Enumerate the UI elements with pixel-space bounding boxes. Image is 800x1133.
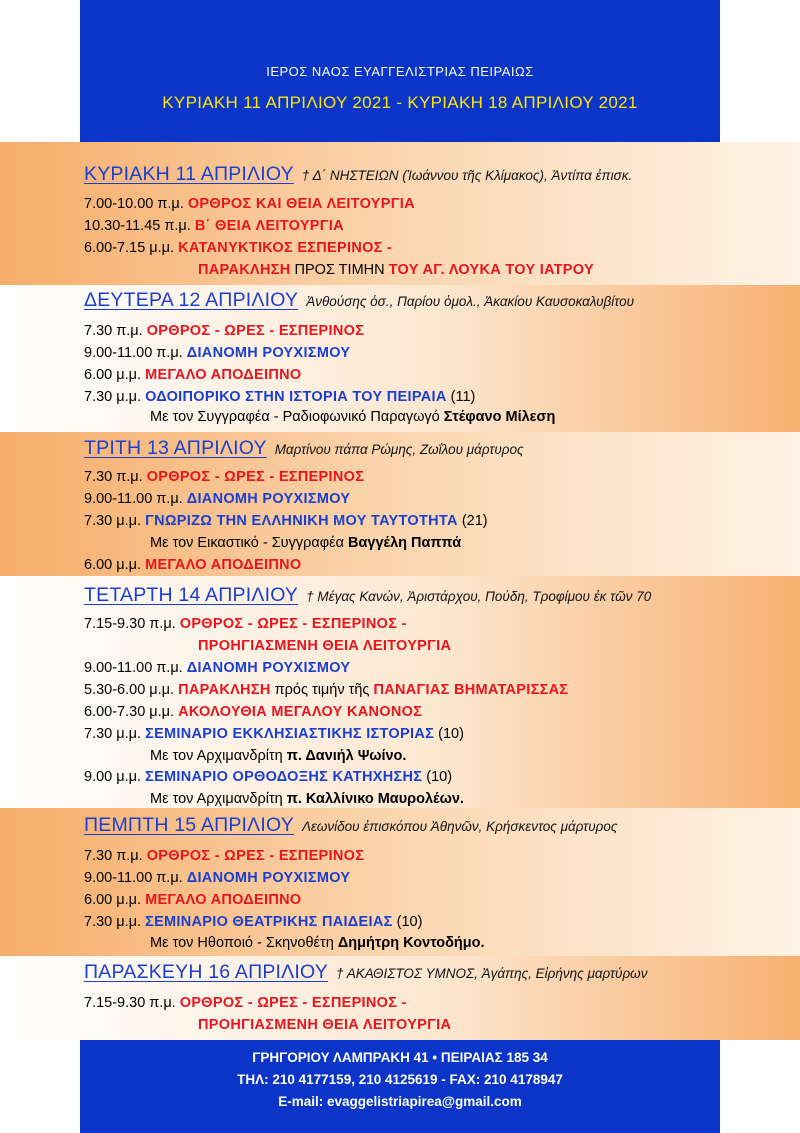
event-time: 7.30 μ.μ. bbox=[84, 389, 142, 405]
schedule-item bbox=[84, 995, 407, 1011]
event-time: 7.30 π.μ. bbox=[84, 323, 143, 339]
day-header bbox=[84, 163, 632, 187]
schedule-item bbox=[84, 367, 301, 383]
speaker-role: Με τον Εικαστικό - Συγγραφέα bbox=[150, 535, 349, 551]
day-header bbox=[84, 437, 524, 461]
schedule-item bbox=[84, 469, 364, 485]
event-name: ΠΡΟΗΓΙΑΣΜΕΝΗ ΘΕΙΑ ΛΕΙΤΟΥΡΓΙΑ bbox=[198, 638, 452, 654]
speaker-name: π. Δανιήλ Ψωίνο. bbox=[286, 748, 407, 764]
event-time: 9.00-11.00 π.μ. bbox=[84, 491, 183, 507]
event-name: ΠΑΝΑΓΙΑΣ ΒΗΜΑΤΑΡΙΣΣΑΣ bbox=[373, 682, 569, 698]
schedule-item bbox=[84, 345, 350, 361]
event-time: 6.00 μ.μ. bbox=[84, 892, 142, 908]
schedule-item bbox=[84, 389, 475, 405]
day-saints: Μαρτίνου πάπα Ρώμης, Ζωΐλου μάρτυρος bbox=[274, 442, 524, 457]
speaker-name: π. Καλλίνικο Μαυρολέων. bbox=[286, 791, 464, 807]
event-time: 5.30-6.00 μ.μ. bbox=[84, 682, 175, 698]
day-header bbox=[84, 961, 647, 985]
event-name: ΓΝΩΡΙΖΩ ΤΗΝ ΕΛΛΗΝΙΚΗ ΜΟΥ ΤΑΥΤΟΤΗΤΑ bbox=[145, 513, 458, 529]
header-box bbox=[80, 0, 720, 142]
event-name: ΜΕΓΑΛΟ ΑΠΟΔΕΙΠΝΟ bbox=[145, 557, 302, 573]
schedule-item bbox=[84, 323, 364, 339]
event-name: ΔΙΑΝΟΜΗ ΡΟΥΧΙΣΜΟΥ bbox=[186, 491, 351, 507]
schedule-item bbox=[84, 240, 392, 256]
schedule-item bbox=[84, 914, 422, 930]
event-name: ΣΕΜΙΝΑΡΙΟ ΕΚΚΛΗΣΙΑΣΤΙΚΗΣ ΙΣΤΟΡΙΑΣ bbox=[145, 726, 435, 742]
event-continuation bbox=[198, 262, 594, 278]
event-name: ΑΚΟΛΟΥΘΙΑ ΜΕΓΑΛΟΥ ΚΑΝΟΝΟΣ bbox=[178, 704, 423, 720]
event-time: 6.00-7.15 μ.μ. bbox=[84, 240, 175, 256]
event-time: 7.15-9.30 π.μ. bbox=[84, 995, 176, 1011]
event-time: 7.30 π.μ. bbox=[84, 469, 143, 485]
episode-number: (10) bbox=[426, 769, 453, 785]
schedule-item bbox=[84, 513, 488, 529]
schedule-item bbox=[84, 726, 464, 742]
event-continuation bbox=[198, 638, 451, 654]
event-time: 6.00 μ.μ. bbox=[84, 367, 142, 383]
speaker-role: Με τον Συγγραφέα - Ραδιοφωνικό Παραγωγό bbox=[150, 409, 444, 425]
period-title: ΚΥΡΙΑΚΗ 11 ΑΠΡΙΛΙΟΥ 2021 - ΚΥΡΙΑΚΗ 18 ΑΠΡΙΛΙΟΥ 2021 bbox=[162, 93, 638, 112]
day-saints: Λεωνίδου ἐπισκόπου Ἀθηνῶν, Κρήσκεντος μάρτυρος bbox=[301, 819, 618, 834]
event-name: ΣΕΜΙΝΑΡΙΟ ΘΕΑΤΡΙΚΗΣ ΠΑΙΔΕΙΑΣ bbox=[145, 914, 393, 930]
schedule-item bbox=[84, 660, 350, 676]
event-name: ΟΡΘΡΟΣ - ΩΡΕΣ - ΕΣΠΕΡΙΝΟΣ bbox=[146, 469, 365, 485]
speaker-line bbox=[150, 748, 406, 764]
episode-number: (11) bbox=[450, 389, 476, 405]
day-saints: Ἀνθούσης ὁσ., Παρίου ὁμολ., Ἀκακίου Καυσοκαλυβίτου bbox=[306, 294, 635, 309]
event-name: ΟΡΘΡΟΣ ΚΑΙ ΘΕΙΑ ΛΕΙΤΟΥΡΓΙΑ bbox=[187, 196, 415, 212]
event-name: ΣΕΜΙΝΑΡΙΟ ΟΡΘΟΔΟΞΗΣ ΚΑΤΗΧΗΣΗΣ bbox=[145, 769, 423, 785]
speaker-name: Βαγγέλη Παππά bbox=[348, 535, 462, 551]
event-time: 6.00-7.30 μ.μ. bbox=[84, 704, 175, 720]
day-header bbox=[84, 584, 651, 608]
footer-address: ΓΡΗΓΟΡΙΟΥ ΛΑΜΠΡΑΚΗ 41 • ΠΕΙΡΑΙΑΣ 185 34 bbox=[252, 1050, 548, 1065]
event-continuation bbox=[198, 1017, 451, 1033]
speaker-line bbox=[150, 791, 464, 807]
schedule-item bbox=[84, 769, 452, 785]
event-name: ΠΡΟΗΓΙΑΣΜΕΝΗ ΘΕΙΑ ΛΕΙΤΟΥΡΓΙΑ bbox=[198, 1017, 452, 1033]
event-name: ΚΑΤΑΝΥΚΤΙΚΟΣ ΕΣΠΕΡΙΝΟΣ - bbox=[178, 240, 393, 256]
event-connector: πρός τιμήν τῆς bbox=[270, 682, 374, 698]
day-title: ΠΕΜΠΤΗ 15 ΑΠΡΙΛΙΟΥ bbox=[84, 814, 294, 836]
event-time: 7.30 π.μ. bbox=[84, 848, 143, 864]
speaker-name: Δημήτρη Κοντοδήμο. bbox=[337, 935, 485, 951]
event-name: Β΄ ΘΕΙΑ ΛΕΙΤΟΥΡΓΙΑ bbox=[194, 218, 344, 234]
speaker-line bbox=[150, 535, 461, 551]
event-name: ΟΔΟΙΠΟΡΙΚΟ ΣΤΗΝ ΙΣΤΟΡΙΑ ΤΟΥ ΠΕΙΡΑΙΑ bbox=[145, 389, 447, 405]
schedule-item bbox=[84, 704, 422, 720]
episode-number: (21) bbox=[461, 513, 488, 529]
event-time: 7.30 μ.μ. bbox=[84, 914, 142, 930]
event-time: 7.15-9.30 π.μ. bbox=[84, 616, 176, 632]
schedule-item bbox=[84, 557, 301, 573]
footer-box bbox=[80, 1040, 720, 1133]
event-name: ΟΡΘΡΟΣ - ΩΡΕΣ - ΕΣΠΕΡΙΝΟΣ bbox=[146, 848, 365, 864]
event-time: 7.30 μ.μ. bbox=[84, 513, 142, 529]
event-time: 7.30 μ.μ. bbox=[84, 726, 142, 742]
schedule-item bbox=[84, 218, 344, 234]
episode-number: (10) bbox=[396, 914, 423, 930]
event-name: ΟΡΘΡΟΣ - ΩΡΕΣ - ΕΣΠΕΡΙΝΟΣ - bbox=[179, 995, 407, 1011]
schedule-item bbox=[84, 196, 415, 212]
day-saints: † Δ΄ ΝΗΣΤΕΙΩΝ (Ἰωάννου τῆς Κλίμακος), Ἀντίπα ἐπισκ. bbox=[301, 168, 633, 183]
day-header bbox=[84, 814, 617, 838]
day-title: ΠΑΡΑΣΚΕΥΗ 16 ΑΠΡΙΛΙΟΥ bbox=[84, 961, 328, 983]
event-name: ΜΕΓΑΛΟ ΑΠΟΔΕΙΠΝΟ bbox=[145, 892, 302, 908]
event-name: ΤΟΥ ΑΓ. ΛΟΥΚΑ ΤΟΥ ΙΑΤΡΟΥ bbox=[388, 262, 594, 278]
event-connector: ΠΡΟΣ ΤΙΜΗΝ bbox=[290, 262, 389, 278]
day-title: ΔΕΥΤΕΡΑ 12 ΑΠΡΙΛΙΟΥ bbox=[84, 289, 299, 311]
episode-number: (10) bbox=[438, 726, 464, 742]
event-time: 9.00-11.00 π.μ. bbox=[84, 345, 183, 361]
speaker-line bbox=[150, 935, 485, 951]
event-time: 7.00-10.00 π.μ. bbox=[84, 196, 184, 212]
schedule-item bbox=[84, 616, 407, 632]
event-name: ΟΡΘΡΟΣ - ΩΡΕΣ - ΕΣΠΕΡΙΝΟΣ bbox=[146, 323, 365, 339]
event-name: ΔΙΑΝΟΜΗ ΡΟΥΧΙΣΜΟΥ bbox=[186, 660, 351, 676]
event-name: ΟΡΘΡΟΣ - ΩΡΕΣ - ΕΣΠΕΡΙΝΟΣ - bbox=[179, 616, 407, 632]
event-name: ΠΑΡΑΚΛΗΣΗ bbox=[178, 682, 271, 698]
footer-phones: ΤΗΛ: 210 4177159, 210 4125619 - FAX: 210 4178947 bbox=[237, 1072, 563, 1087]
speaker-role: Με τον Ηθοποιό - Σκηνοθέτη bbox=[150, 935, 338, 951]
schedule-item bbox=[84, 848, 364, 864]
event-name: ΠΑΡΑΚΛΗΣΗ bbox=[198, 262, 291, 278]
event-time: 10.30-11.45 π.μ. bbox=[84, 218, 191, 234]
day-header bbox=[84, 289, 634, 313]
event-name: ΜΕΓΑΛΟ ΑΠΟΔΕΙΠΝΟ bbox=[145, 367, 302, 383]
schedule-item bbox=[84, 870, 350, 886]
speaker-role: Με τον Αρχιμανδρίτη bbox=[150, 748, 287, 764]
event-name: ΔΙΑΝΟΜΗ ΡΟΥΧΙΣΜΟΥ bbox=[186, 345, 351, 361]
schedule-item bbox=[84, 682, 568, 698]
day-saints: † Μέγας Κανών, Ἀριστάρχου, Πούδη, Τροφίμου ἐκ τῶν 70 bbox=[306, 589, 652, 604]
speaker-line bbox=[150, 409, 555, 425]
day-title: ΚΥΡΙΑΚΗ 11 ΑΠΡΙΛΙΟΥ bbox=[84, 163, 294, 185]
church-name: ΙΕΡΟΣ ΝΑΟΣ ΕΥΑΓΓΕΛΙΣΤΡΙΑΣ ΠΕΙΡΑΙΩΣ bbox=[266, 64, 534, 79]
day-title: ΤΕΤΑΡΤΗ 14 ΑΠΡΙΛΙΟΥ bbox=[84, 584, 299, 606]
day-saints: † ΑΚΑΘΙΣΤΟΣ ΥΜΝΟΣ, Ἀγάπης, Εἰρήνης μαρτύρων bbox=[335, 966, 648, 981]
speaker-role: Με τον Αρχιμανδρίτη bbox=[150, 791, 287, 807]
footer-email[interactable]: E-mail: evaggelistriapirea@gmail.com bbox=[278, 1094, 522, 1109]
event-time: 6.00 μ.μ. bbox=[84, 557, 142, 573]
schedule-item bbox=[84, 491, 350, 507]
event-time: 9.00 μ.μ. bbox=[84, 769, 142, 785]
schedule-item bbox=[84, 892, 301, 908]
event-time: 9.00-11.00 π.μ. bbox=[84, 870, 183, 886]
event-name: ΔΙΑΝΟΜΗ ΡΟΥΧΙΣΜΟΥ bbox=[186, 870, 351, 886]
speaker-name: Στέφανο Μίλεση bbox=[443, 409, 556, 425]
day-title: ΤΡΙΤΗ 13 ΑΠΡΙΛΙΟΥ bbox=[84, 437, 267, 459]
event-time: 9.00-11.00 π.μ. bbox=[84, 660, 183, 676]
